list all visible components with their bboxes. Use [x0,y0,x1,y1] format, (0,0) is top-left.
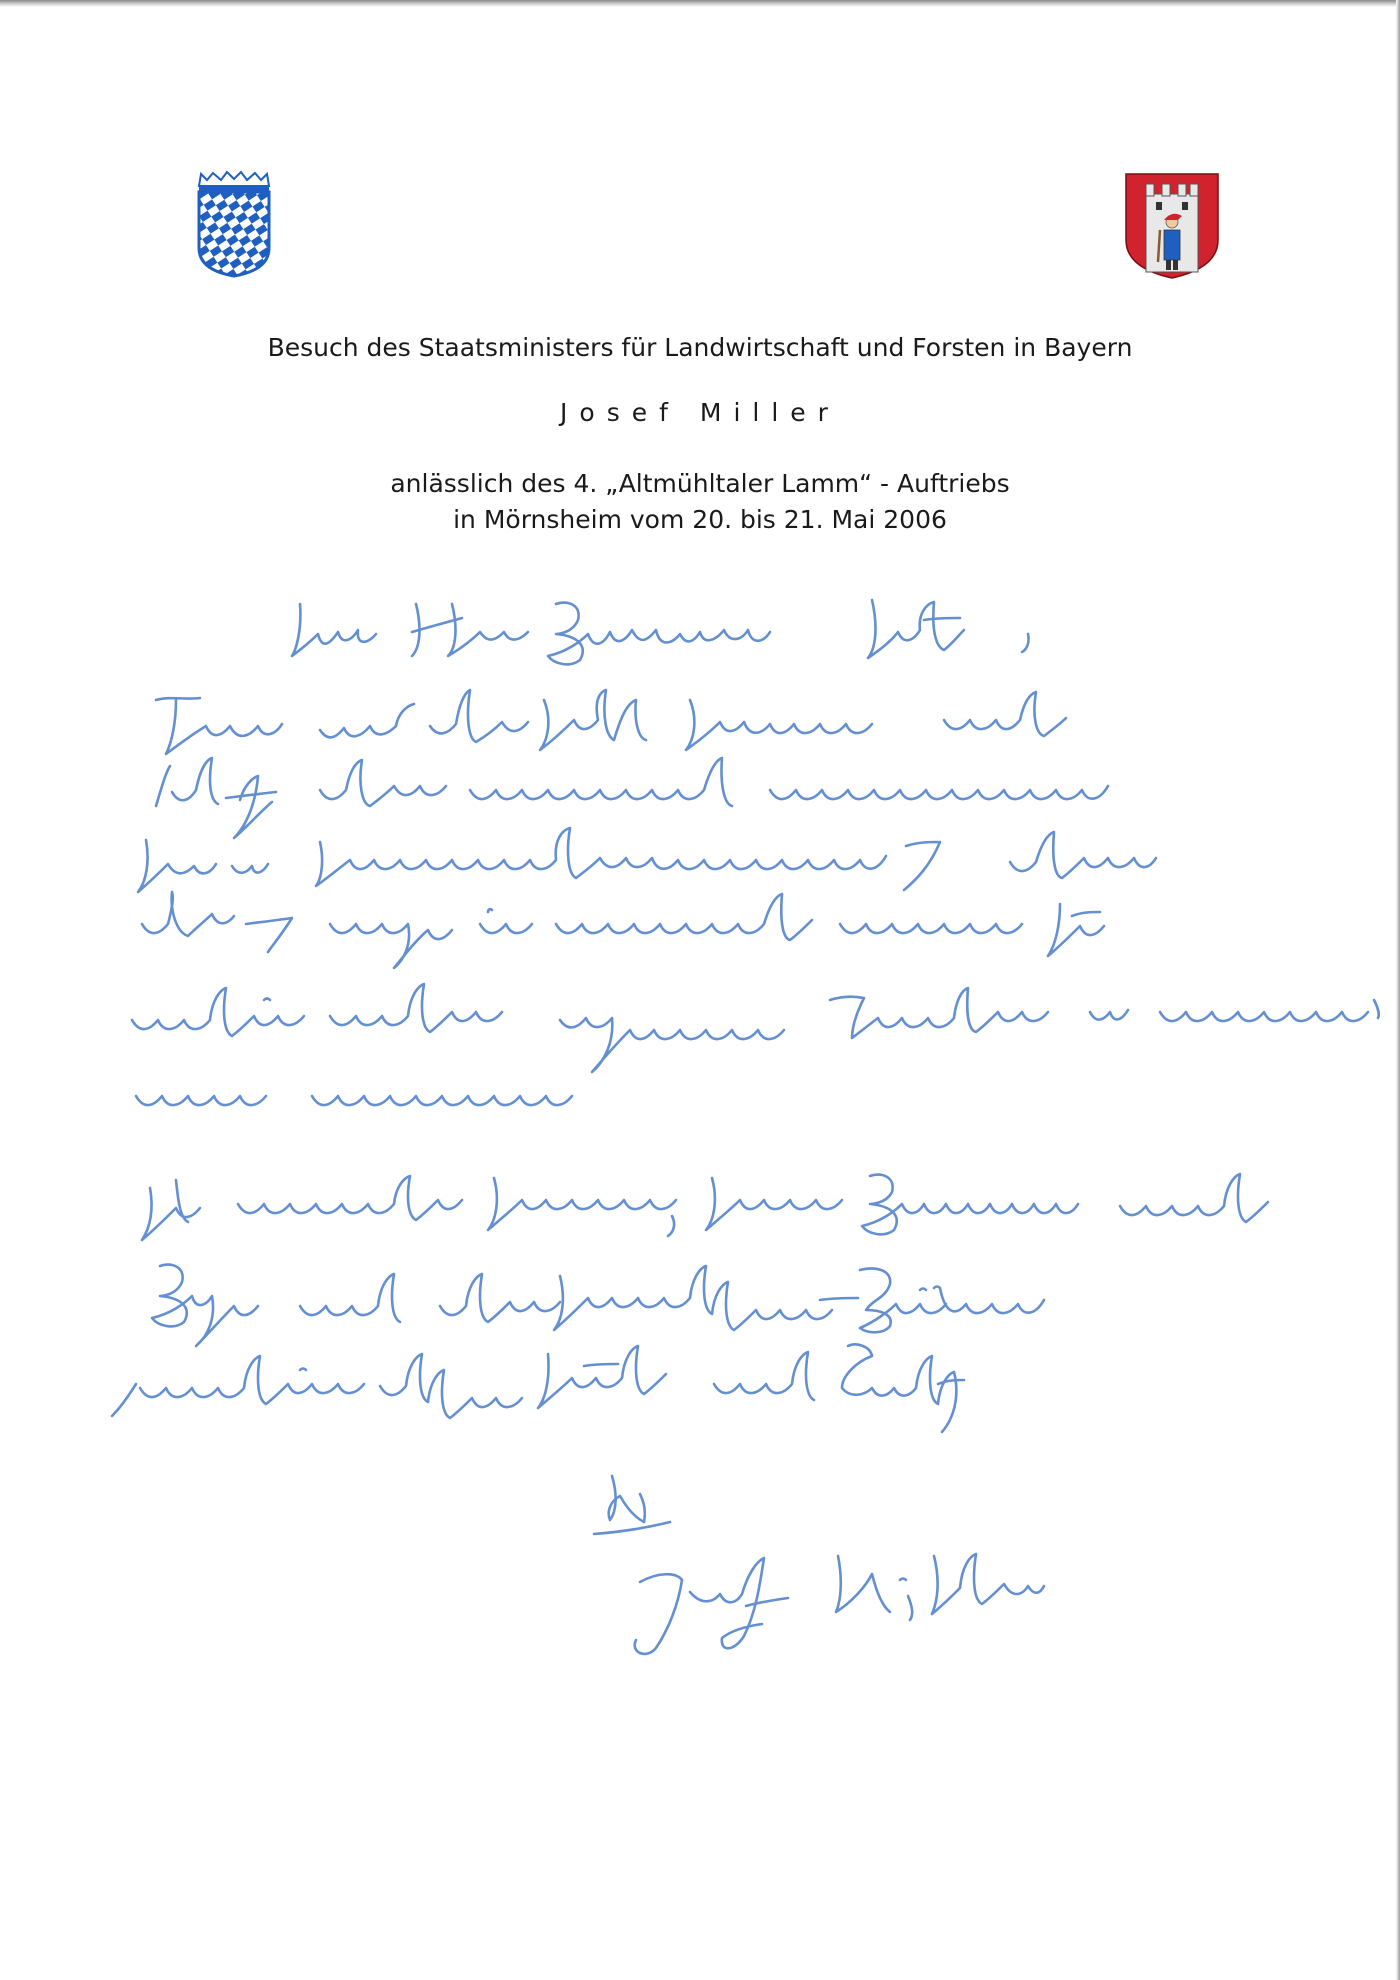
handwritten-closing [594,1476,670,1534]
handwritten-paragraph-1 [132,690,1379,1105]
heading-occasion-line2: in Mörnsheim vom 20. bis 21. Mai 2006 [453,505,947,534]
handwritten-signature [635,1554,1044,1654]
heading-title: Besuch des Staatsministers für Landwirtschaft und Forsten in Bayern [267,333,1133,362]
handwritten-paragraph-2 [112,1174,1268,1432]
heading-occasion-line1: anlässlich des 4. „Altmühltaler Lamm“ - Auftriebs [390,469,1010,498]
handwritten-salutation [292,600,1029,664]
heading-name: Josef Miller [560,398,840,427]
